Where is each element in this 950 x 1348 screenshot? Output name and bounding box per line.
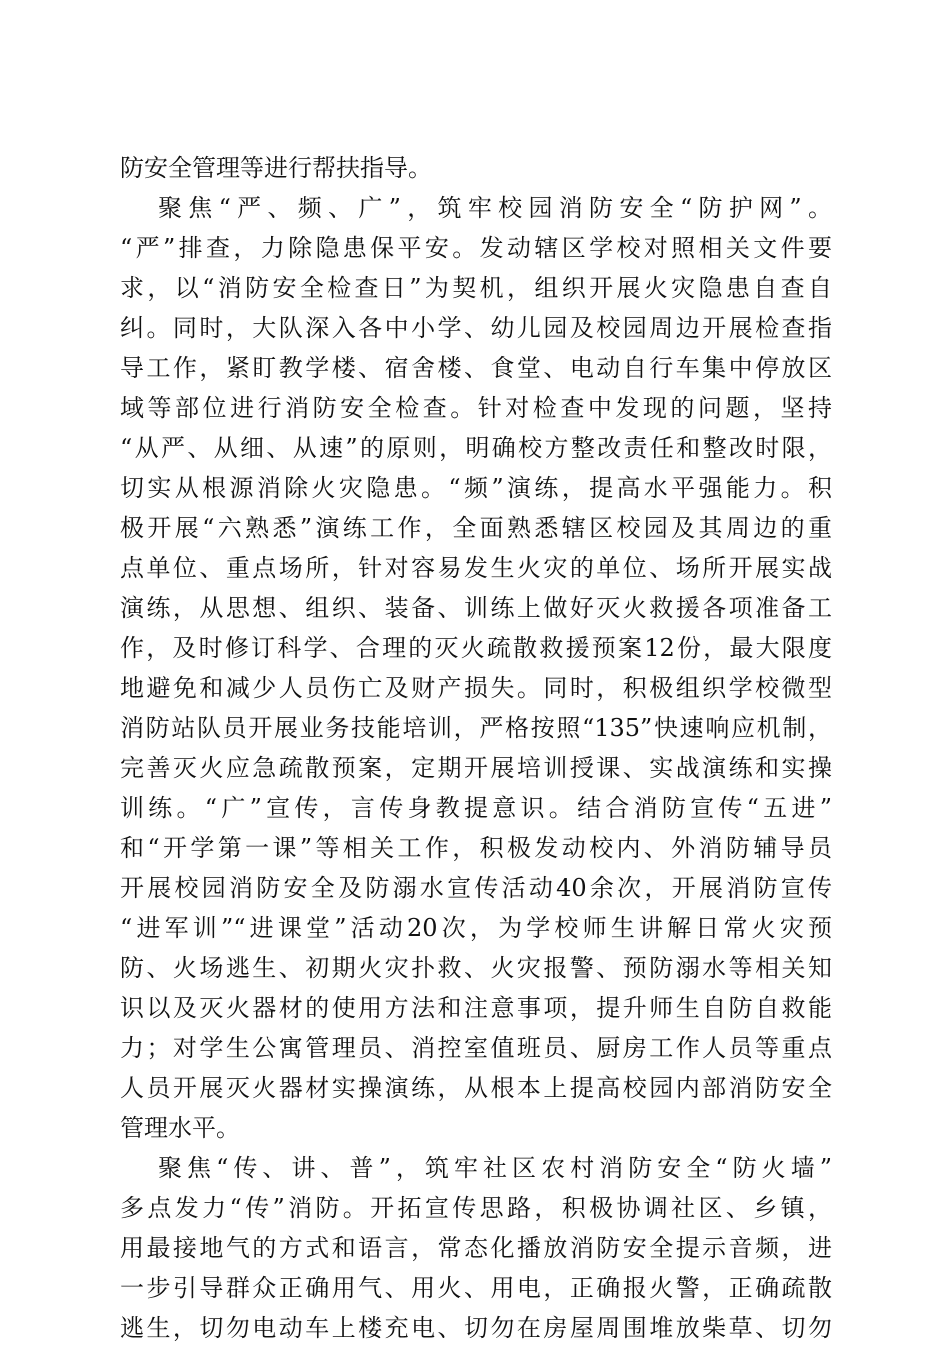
text-line: 地避免和减少人员伤亡及财产损失。同时，积极组织学校微型 [120, 674, 832, 702]
text-line: 点单位、重点场所，针对容易发生火灾的单位、场所开展实战 [120, 554, 832, 582]
text-line: 多点发力“传”消防。开拓宣传思路，积极协调社区、乡镇， [120, 1194, 832, 1222]
paragraph-heading-line: 聚焦“严、频、广”，筑牢校园消防安全“防护网”。 [158, 194, 832, 222]
text-line: 和“开学第一课”等相关工作，积极发动校内、外消防辅导员 [120, 834, 832, 862]
document-body [120, 148, 832, 1348]
text-line: 识以及灭火器材的使用方法和注意事项，提升师生自防自救能 [120, 994, 832, 1022]
text-line: 一步引导群众正确用气、用火、用电，正确报火警，正确疏散 [120, 1274, 832, 1302]
text-line: 极开展“六熟悉”演练工作，全面熟悉辖区校园及其周边的重 [120, 514, 832, 542]
text-line: 演练，从思想、组织、装备、训练上做好灭火救援各项准备工 [120, 594, 832, 622]
text-line: 用最接地气的方式和语言，常态化播放消防安全提示音频，进 [120, 1234, 832, 1262]
text-line: 开展校园消防安全及防溺水宣传活动40余次，开展消防宣传 [120, 874, 832, 902]
text-line: “从严、从细、从速”的原则，明确校方整改责任和整改时限， [120, 434, 832, 462]
text-line: “进军训”“进课堂”活动20次，为学校师生讲解日常火灾预 [120, 914, 832, 942]
text-line: 纠。同时，大队深入各中小学、幼儿园及校园周边开展检查指 [120, 314, 832, 342]
text-line: 训练。“广”宣传，言传身教提意识。结合消防宣传“五进” [120, 794, 832, 822]
text-line: 切实从根源消除火灾隐患。“频”演练，提高水平强能力。积 [120, 474, 832, 502]
text-line: 求，以“消防安全检查日”为契机，组织开展火灾隐患自查自 [120, 274, 832, 302]
text-line: 导工作，紧盯教学楼、宿舍楼、食堂、电动自行车集中停放区 [120, 354, 832, 382]
text-line: 消防站队员开展业务技能培训，严格按照“135”快速响应机制， [120, 714, 832, 742]
text-line: 域等部位进行消防安全检查。针对检查中发现的问题，坚持 [120, 394, 832, 422]
text-line: “严”排查，力除隐患保平安。发动辖区学校对照相关文件要 [120, 234, 832, 262]
text-line: 防安全管理等进行帮扶指导。 [120, 154, 432, 182]
text-line: 逃生，切勿电动车上楼充电、切勿在房屋周围堆放柴草、切勿 [120, 1314, 832, 1342]
text-line: 作，及时修订科学、合理的灭火疏散救援预案12份，最大限度 [120, 634, 832, 662]
text-line: 防、火场逃生、初期火灾扑救、火灾报警、预防溺水等相关知 [120, 954, 832, 982]
text-line: 人员开展灭火器材实操演练，从根本上提高校园内部消防安全 [120, 1074, 832, 1102]
text-line: 管理水平。 [120, 1114, 240, 1142]
text-line: 完善灭火应急疏散预案，定期开展培训授课、实战演练和实操 [120, 754, 832, 782]
text-line: 力；对学生公寓管理员、消控室值班员、厨房工作人员等重点 [120, 1034, 832, 1062]
paragraph-heading-line: 聚焦“传、讲、普”，筑牢社区农村消防安全“防火墙” [158, 1154, 832, 1182]
